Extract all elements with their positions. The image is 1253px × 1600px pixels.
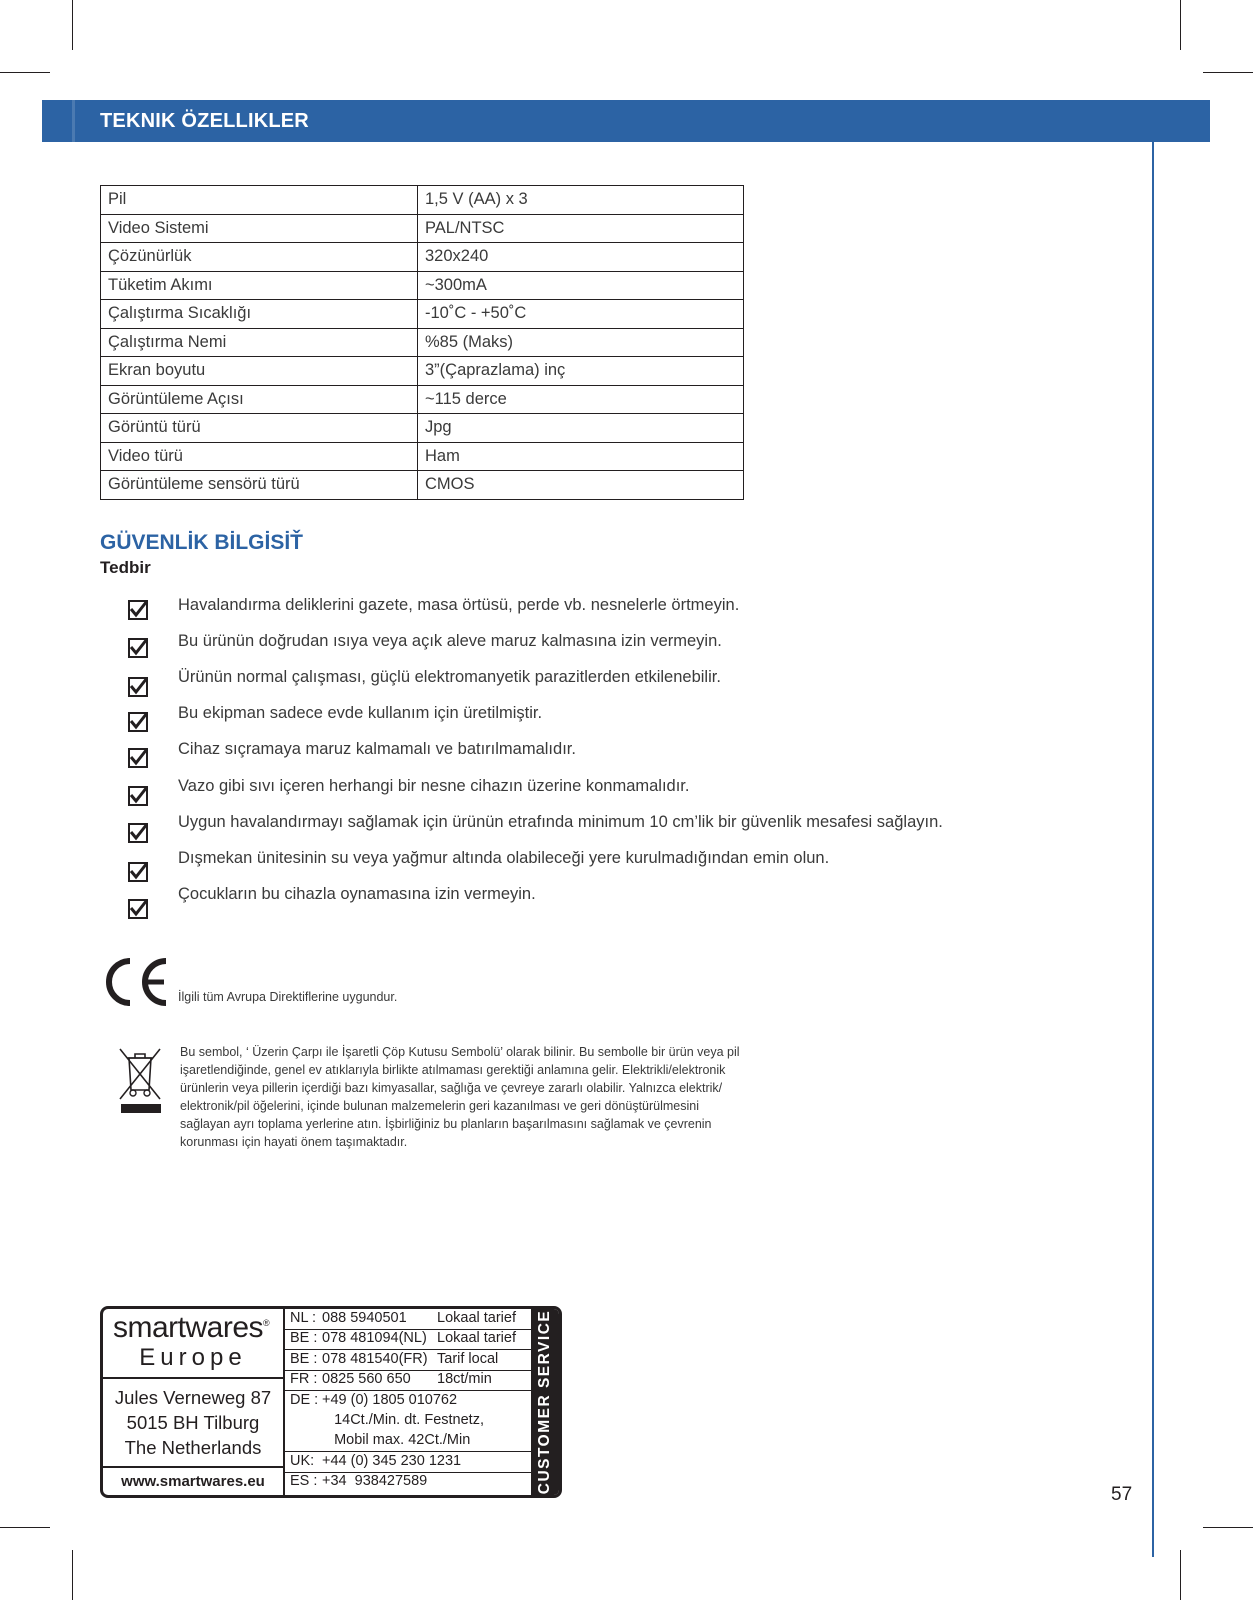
margin-rule (1152, 142, 1154, 1557)
phone-number[interactable]: 078 481540(FR) (322, 1351, 428, 1367)
crop-mark (1180, 1550, 1181, 1600)
service-side-bar (531, 1309, 559, 1495)
phone-row (290, 1453, 461, 1469)
spec-value: ~115 derce (418, 385, 744, 414)
spec-row (101, 186, 744, 215)
section-header-bar (42, 100, 1210, 142)
phone-row (290, 1473, 427, 1489)
checkbox-checked-icon (128, 748, 148, 768)
registered-mark: ® (263, 1318, 270, 1328)
crop-mark (72, 0, 73, 50)
checkbox-checked-icon (128, 786, 148, 806)
spec-label: Video türü (101, 442, 418, 471)
phone-row (290, 1392, 457, 1408)
crop-mark (1203, 72, 1253, 73)
crop-mark (1203, 1527, 1253, 1528)
spec-row (101, 442, 744, 471)
phone-divider (285, 1451, 531, 1452)
crop-mark (72, 1550, 73, 1600)
country-code: ES : (290, 1473, 318, 1489)
checkbox-checked-icon (128, 823, 148, 843)
country-code: BE : (290, 1351, 318, 1367)
spec-row (101, 271, 744, 300)
address-line: The Netherlands (124, 1437, 262, 1458)
spec-label: Video Sistemi (101, 214, 418, 243)
smartwares-logo (113, 1311, 269, 1345)
safety-item: Dışmekan ünitesinin su veya yağmur altında olabileceği yere kurulmadığından emin olun. (178, 849, 830, 867)
safety-item: Vazo gibi sıvı içeren herhangi bir nesne cihazın üzerine konmamalıdır. (178, 777, 690, 795)
checkbox-checked-icon (128, 638, 148, 658)
tariff: Tarif local (437, 1351, 499, 1367)
logo-region: Europe (139, 1344, 247, 1371)
divider (103, 1466, 283, 1468)
spec-label: Çalıştırma Nemi (101, 328, 418, 357)
phone-row (290, 1310, 516, 1326)
logo-wordmark: smartwares (113, 1311, 264, 1344)
safety-item: Ürünün normal çalışması, güçlü elektromanyetik parazitlerden etkilenebilir. (178, 668, 721, 686)
tariff: Lokaal tarief (437, 1310, 516, 1326)
spec-label: Görüntü türü (101, 414, 418, 443)
safety-subtitle: Tedbir (100, 558, 151, 577)
ce-text: İlgili tüm Avrupa Direktiflerine uygundur. (178, 990, 398, 1004)
phone-divider (285, 1390, 531, 1391)
spec-value: Ham (418, 442, 744, 471)
phone-row (290, 1330, 516, 1346)
phone-number[interactable]: Mobil max. 42Ct./Min (322, 1432, 471, 1448)
spec-row (101, 300, 744, 329)
spec-row (101, 214, 744, 243)
phone-row (290, 1432, 470, 1448)
divider (103, 1377, 283, 1379)
safety-item: Bu ürünün doğrudan ısıya veya açık aleve maruz kalmasına izin vermeyin. (178, 632, 722, 650)
weee-text-line: sağlayan ayrı toplama yerlerine atın. İşbirliğiniz bu planların başarılmasını sağlamak ve çevrenin (180, 1117, 712, 1131)
safety-title: GÜVENLİK BİLGİSİŤ (100, 531, 304, 554)
spec-value: %85 (Maks) (418, 328, 744, 357)
spec-label: Görüntüleme Açısı (101, 385, 418, 414)
spec-label: Pil (101, 186, 418, 215)
weee-text-line: ürünlerin veya pillerin içerdiği bazı kimyasallar, sağlığa ve çevreye zararlı olabilir. Yalnızca elektrik/ (180, 1081, 723, 1095)
page-number: 57 (1111, 1484, 1133, 1505)
spec-row (101, 357, 744, 386)
phone-number[interactable]: +34 938427589 (322, 1473, 428, 1489)
header-notch (72, 100, 75, 142)
phone-number[interactable]: +44 (0) 345 230 1231 (322, 1453, 462, 1469)
country-code: DE : (290, 1392, 319, 1408)
country-code: FR : (290, 1371, 318, 1387)
spec-row (101, 243, 744, 272)
spec-table (100, 185, 744, 500)
safety-item: Cihaz sıçramaya maruz kalmamalı ve batırılmamalıdır. (178, 740, 576, 758)
phone-row (290, 1412, 484, 1428)
spec-value: 3”(Çaprazlama) inç (418, 357, 744, 386)
crop-mark (0, 72, 50, 73)
customer-service-box (100, 1306, 562, 1498)
safety-item: Bu ekipman sadece evde kullanım için üretilmiştir. (178, 704, 543, 722)
spec-value: 320x240 (418, 243, 744, 272)
phone-number[interactable]: 14Ct./Min. dt. Festnetz, (322, 1412, 484, 1428)
phone-number[interactable]: 078 481094(NL) (322, 1330, 427, 1346)
spec-label: Çözünürlük (101, 243, 418, 272)
spec-value: ~300mA (418, 271, 744, 300)
country-code: BE : (290, 1330, 318, 1346)
checkbox-checked-icon (128, 712, 148, 732)
phone-row (290, 1351, 499, 1367)
weee-text-line: Bu sembol, ‘ Üzerin Çarpı ile İşaretli Çöp Kutusu Sembolü’ olarak bilinir. Bu sembolle bir ürün veya pil (180, 1045, 740, 1059)
spec-row (101, 328, 744, 357)
phone-row (290, 1371, 492, 1387)
checkbox-checked-icon (128, 677, 148, 697)
website-link[interactable]: www.smartwares.eu (121, 1473, 265, 1490)
safety-item: Çocukların bu cihazla oynamasına izin vermeyin. (178, 885, 536, 903)
spec-label: Çalıştırma Sıcaklığı (101, 300, 418, 329)
spec-row (101, 385, 744, 414)
spec-value: PAL/NTSC (418, 214, 744, 243)
spec-row (101, 471, 744, 500)
company-panel (103, 1309, 285, 1495)
tariff: Lokaal tarief (437, 1330, 516, 1346)
weee-text-line: elektronik/pil öğelerini, içinde bulunan malzemelerin geri kazanılması ve geri dönüştürülmesini (180, 1099, 700, 1113)
address-line: 5015 BH Tilburg (126, 1412, 260, 1433)
spec-row (101, 414, 744, 443)
checkbox-checked-icon (128, 862, 148, 882)
safety-item: Havalandırma deliklerini gazete, masa örtüsü, perde vb. nesnelerle örtmeyin. (178, 596, 740, 614)
phone-divider (285, 1349, 531, 1350)
country-code: NL : (290, 1310, 317, 1326)
country-code: UK: (290, 1453, 315, 1469)
customer-service-label: CUSTOMER SERVICE (536, 1309, 553, 1495)
crop-mark (0, 1527, 50, 1528)
spec-value: CMOS (418, 471, 744, 500)
safety-item: Uygun havalandırmayı sağlamak için ürünün etrafında minimum 10 cm’lik bir güvenlik mesafesi sağlayın. (178, 813, 943, 831)
crossed-bin-icon (118, 1046, 164, 1116)
phone-number[interactable]: 0825 560 650 (322, 1371, 411, 1387)
spec-value: 1,5 V (AA) x 3 (418, 186, 744, 215)
tariff: 18ct/min (437, 1371, 492, 1387)
spec-label: Görüntüleme sensörü türü (101, 471, 418, 500)
weee-text (180, 1043, 780, 1151)
phone-number[interactable]: 088 5940501 (322, 1310, 407, 1326)
crop-mark (1180, 0, 1181, 50)
address-line: Jules Verneweg 87 (114, 1387, 272, 1408)
phone-number[interactable]: +49 (0) 1805 010762 (322, 1392, 458, 1408)
spec-label: Ekran boyutu (101, 357, 418, 386)
ce-mark-icon (100, 957, 170, 1007)
weee-text-line: işaretlendiğinde, genel ev atıklarıyla birlikte atılmaması gerektiği anlamına gelir. Elektrikli/elektronik (180, 1063, 726, 1077)
spec-value: -10˚C - +50˚C (418, 300, 744, 329)
spec-label: Tüketim Akımı (101, 271, 418, 300)
checkbox-checked-icon (128, 600, 148, 620)
weee-text-line: korunması için hayati önem taşımaktadır. (180, 1135, 408, 1149)
checkbox-checked-icon (128, 899, 148, 919)
spec-value: Jpg (418, 414, 744, 443)
section-title: TEKNIK ÖZELLIKLER (100, 110, 309, 132)
